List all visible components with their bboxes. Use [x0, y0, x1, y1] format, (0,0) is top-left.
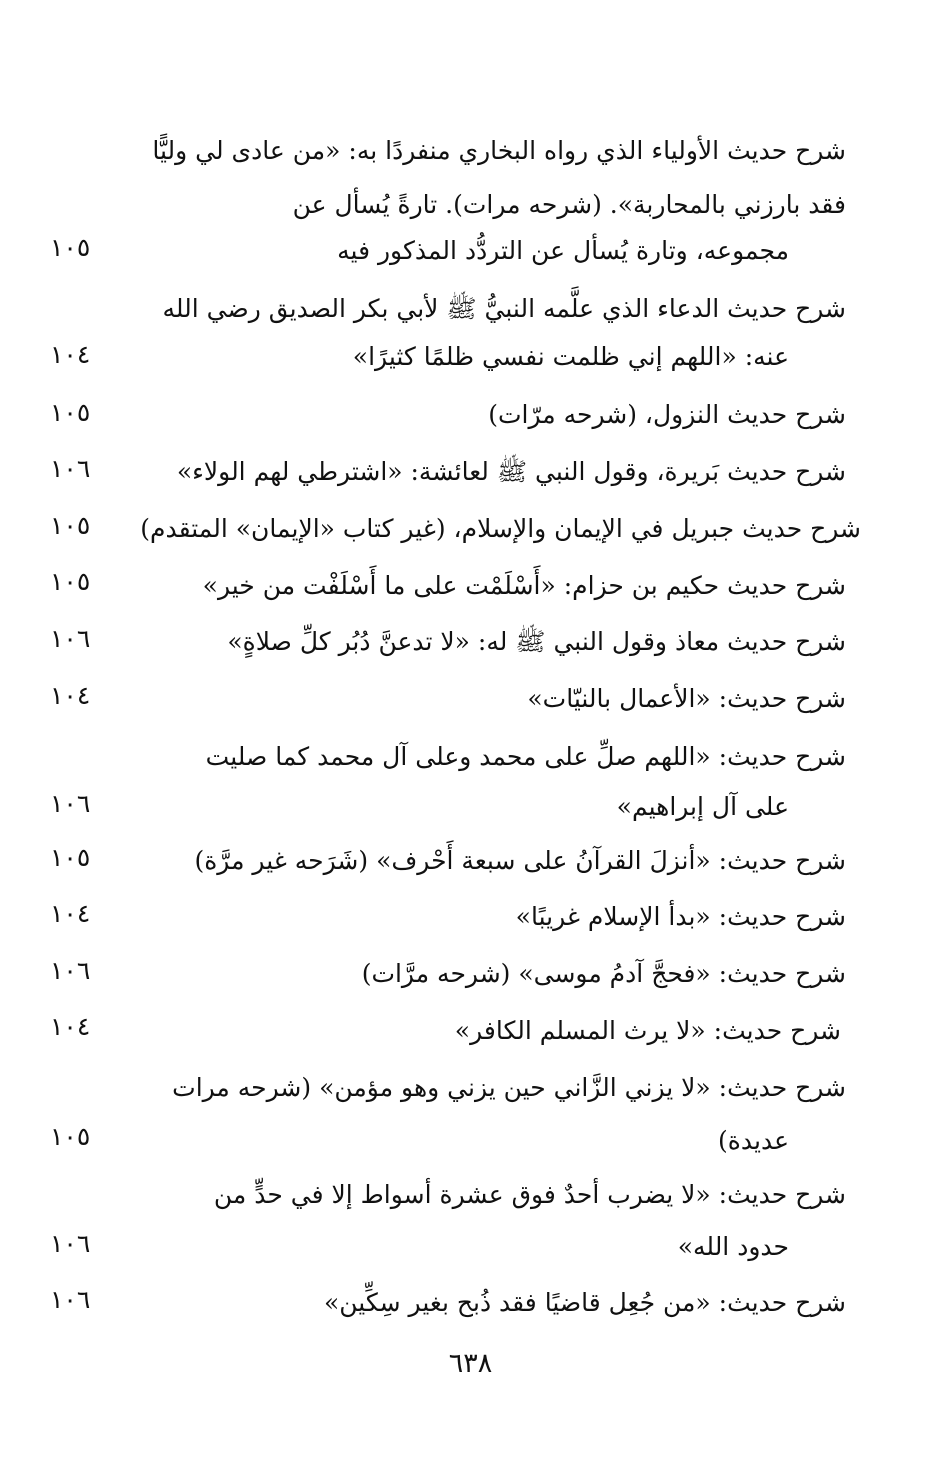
page-number: ١٠٥: [50, 843, 91, 872]
entry-line: شرح حديث: «لا يضرب أحدٌ فوق عشرة أسواط إلا في حدٍّ من: [213, 1180, 846, 1209]
page-number: ١٠٤: [50, 899, 91, 928]
folio-page-number: ٦٣٨: [448, 1348, 493, 1379]
entry-line: شرح حديث الأولياء الذي رواه البخاري منفردًا به: «من عادى لي وليًّا: [152, 136, 846, 165]
entry-line: شرح حديث: «من جُعِل قاضيًا فقد ذُبح بغير سِكِّين»: [323, 1288, 846, 1317]
page-number: ١٠٦: [50, 454, 91, 483]
page-number: ١٠٦: [50, 789, 91, 818]
page-number: ١٠٥: [50, 233, 91, 262]
entry-line: شرح حديث حكيم بن حزام: «أَسْلَمْت على ما أَسْلَفْت من خير»: [202, 571, 846, 600]
page-number: ١٠٥: [50, 567, 91, 596]
entry-line: عنه: «اللهم إني ظلمت نفسي ظلمًا كثيرًا»: [352, 342, 789, 371]
entry-line: حدود الله»: [677, 1232, 789, 1261]
entry-line: شرح حديث: «اللهم صلِّ على محمد وعلى آل محمد كما صليت: [205, 742, 846, 771]
page-number: ١٠٦: [50, 624, 91, 653]
entry-line: شرح حديث الدعاء الذي علَّمه النبيُّ ﷺ لأبي بكر الصديق رضي الله: [162, 294, 846, 323]
entry-line: عديدة): [718, 1126, 789, 1155]
entry-line: مجموعه، وتارة يُسأل عن التردُّد المذكور فيه: [337, 236, 789, 265]
entry-line: شرح حديث: «فحجَّ آدمُ موسى» (شرحه مرَّات): [361, 959, 846, 988]
entry-line: شرح حديث جبريل في الإيمان والإسلام، (غير كتاب «الإيمان» المتقدم): [140, 514, 861, 543]
page-number: ١٠٤: [50, 681, 91, 710]
entry-line: شرح حديث: «لا يزني الزَّاني حين يزني وهو مؤمن» (شرحه مرات: [172, 1073, 846, 1102]
page-number: ١٠٦: [50, 1285, 91, 1314]
page-number: ١٠٤: [50, 340, 91, 369]
entry-line: على آل إبراهيم»: [616, 792, 789, 821]
entry-line: شرح حديث: «الأعمال بالنيّات»: [527, 684, 846, 713]
entry-line: شرح حديث النزول، (شرحه مرّات): [488, 400, 846, 429]
page-number: ١٠٦: [50, 1229, 91, 1258]
page-number: ١٠٤: [50, 1012, 91, 1041]
page-number: ١٠٥: [50, 1122, 91, 1151]
entry-line: شرح حديث: «لا يرث المسلم الكافر»: [454, 1016, 841, 1045]
entry-line: فقد بارزني بالمحاربة». (شرحه مرات). تارةً يُسأل عن: [292, 190, 846, 219]
entry-line: شرح حديث بَريرة، وقول النبي ﷺ لعائشة: «اشترطي لهم الولاء»: [176, 457, 846, 486]
entry-line: شرح حديث: «بدأ الإسلام غريبًا»: [515, 902, 846, 931]
page-number: ١٠٥: [50, 398, 91, 427]
entry-line: شرح حديث معاذ وقول النبي ﷺ له: «لا تدعنَّ دُبُر كلِّ صلاةٍ»: [227, 627, 846, 656]
page-number: ١٠٦: [50, 956, 91, 985]
entry-line: شرح حديث: «أنزلَ القرآنُ على سبعة أَحْرف» (شَرَحه غير مرَّة): [194, 846, 846, 875]
page-number: ١٠٥: [50, 511, 91, 540]
